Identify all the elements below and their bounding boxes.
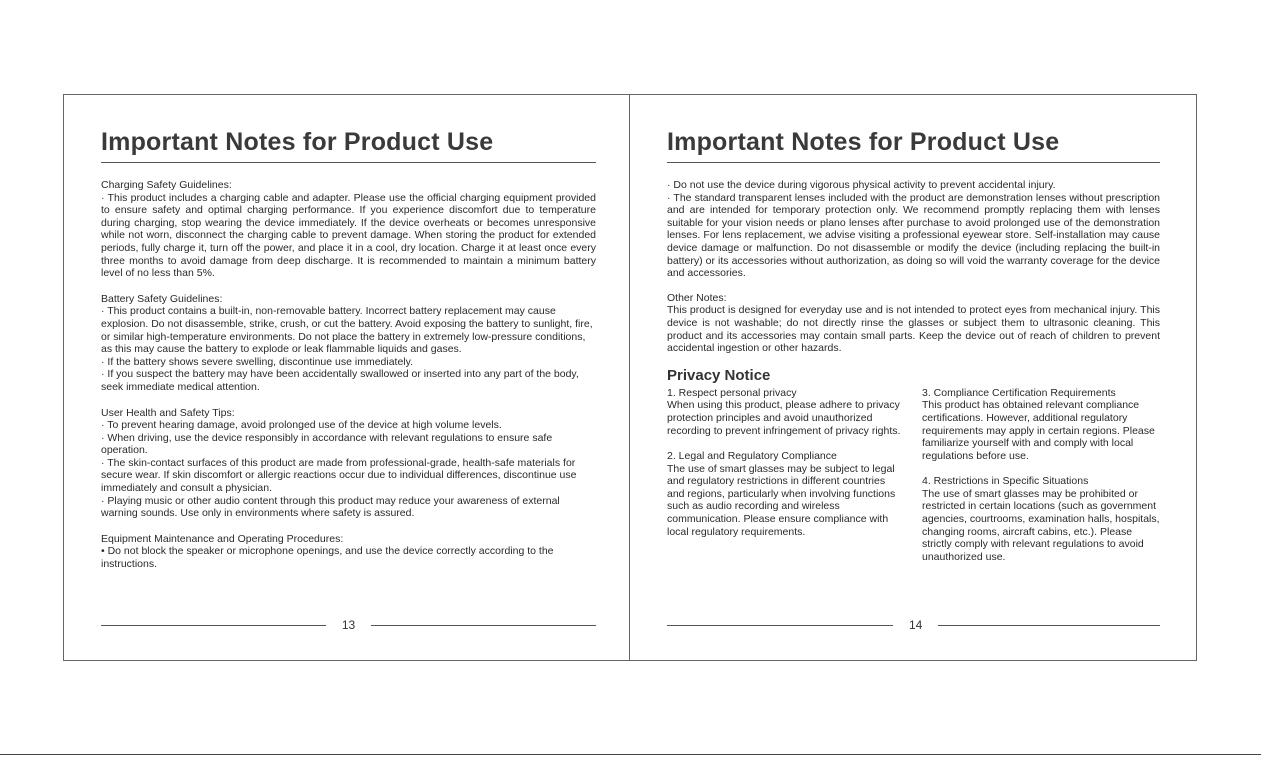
page-footer bbox=[101, 615, 596, 635]
page-body bbox=[667, 179, 1160, 563]
charging-heading: Charging Safety Guidelines: bbox=[101, 179, 232, 191]
battery-item: · If the battery shows severe swelling, discontinue use immediately. bbox=[101, 355, 414, 368]
privacy-section-text: The use of smart glasses may be subject to legal and regulatory restrictions in different countries and regions, particularly when involving functions such as audio recording and wireless communication. Please ensure compliance with local regulatory requirements. bbox=[667, 462, 896, 538]
footer-rule bbox=[101, 625, 326, 626]
note-item: · The standard transparent lenses included with the product are demonstration lenses without prescription and are intended for temporary protection only. We recommend promptly replacing them with lenses suitable for your vision needs or plano lenses after purchase to avoid prolonged use of the demonstration lenses. For lens replacement, we advise visiting a professional eyewear store. Self-installation may cause device damage or malfunction. Do not disassemble or modify the device (including replacing the built-in battery) or its accessories without authorization, as doing so will void the warranty coverage for the device and accessories. bbox=[667, 191, 1160, 280]
page-body bbox=[101, 179, 596, 571]
footer-rule bbox=[667, 625, 893, 626]
privacy-section-heading: 3. Compliance Certification Requirements bbox=[922, 386, 1116, 399]
bottom-divider bbox=[0, 754, 1261, 755]
other-notes-heading: Other Notes: bbox=[667, 291, 727, 304]
privacy-column-left bbox=[667, 387, 905, 564]
health-heading: User Health and Safety Tips: bbox=[101, 406, 235, 419]
page-13 bbox=[64, 95, 630, 660]
privacy-section-text: This product has obtained relevant compliance certifications. However, additional regulatory requirements may apply in certain regions. Please familiarize yourself with and comply with local regulations before use. bbox=[922, 399, 1155, 462]
battery-heading: Battery Safety Guidelines: bbox=[101, 292, 223, 305]
privacy-column-right bbox=[922, 387, 1160, 564]
privacy-section-text: When using this product, please adhere to privacy protection principles and avoid unauthorized recording to prevent infringement of privacy rights. bbox=[667, 399, 901, 437]
privacy-heading: Privacy Notice bbox=[667, 366, 771, 384]
page-title: Important Notes for Product Use bbox=[667, 128, 1060, 156]
note-item: · Do not use the device during vigorous physical activity to prevent accidental injury. bbox=[667, 179, 1056, 191]
page-13-content bbox=[101, 127, 596, 571]
manual-spread bbox=[63, 94, 1197, 661]
privacy-section-heading: 4. Restrictions in Specific Situations bbox=[922, 475, 1089, 488]
footer-rule bbox=[371, 625, 596, 626]
maintenance-text: • Do not block the speaker or microphone openings, and use the device correctly according to the instructions. bbox=[101, 545, 554, 571]
page-14 bbox=[630, 95, 1196, 660]
health-item: · To prevent hearing damage, avoid prolonged use of the device at high volume levels. bbox=[101, 419, 502, 432]
health-item: · When driving, use the device responsibly in accordance with relevant regulations to ensure safe operation. bbox=[101, 431, 553, 457]
title-rule bbox=[667, 162, 1160, 163]
page-title: Important Notes for Product Use bbox=[101, 128, 494, 156]
page-footer bbox=[667, 615, 1160, 635]
page-number: 13 bbox=[341, 618, 356, 632]
health-item: · The skin-contact surfaces of this product are made from professional-grade, health-safe materials for secure wear. If skin discomfort or allergic reactions occur due to individual differences, discontinue use immediately and consult a physician. bbox=[101, 456, 577, 495]
title-rule bbox=[101, 162, 596, 163]
privacy-columns bbox=[667, 387, 1160, 564]
health-item: · Playing music or other audio content through this product may reduce your awareness of external warning sounds. Use only in environments where safety is assured. bbox=[101, 494, 560, 520]
privacy-section-text: The use of smart glasses may be prohibited or restricted in certain locations (such as government agencies, courtrooms, examination halls, hospitals, changing rooms, aircraft cabins, etc.). Please strictly comply with relevant regulations to avoid unauthorized use. bbox=[922, 487, 1160, 563]
maintenance-heading: Equipment Maintenance and Operating Procedures: bbox=[101, 532, 344, 545]
other-notes-text: This product is designed for everyday use and is not intended to protect eyes from mechanical injury. This device is not washable; do not directly rinse the glasses or subject them to ultrasonic cleaning. This product and its accessories may contain small parts. Keep the device out of reach of children to prevent accidental ingestion or other hazards. bbox=[667, 304, 1160, 355]
page-number: 14 bbox=[909, 618, 923, 632]
page-14-content bbox=[667, 127, 1160, 563]
battery-item: · If you suspect the battery may have been accidentally swallowed or inserted into any part of the body, seek immediate medical attention. bbox=[101, 368, 579, 393]
charging-text: · This product includes a charging cable and adapter. Please use the official charging equipment provided to ensure safety and optimal charging performance. If you experience discomfort due to temperature during charging, stop wearing the device immediately. If the device overheats or becomes unresponsive while not worn, disconnect the charging cable to prevent damage. When storing the product for extended periods, fully charge it, turn off the power, and place it in a cool, dry location. Charge it at least once every three months to avoid damage from deep discharge. It is recommended to maintain a minimum battery level of no less than 5%. bbox=[101, 191, 596, 280]
battery-item: · This product contains a built-in, non-removable battery. Incorrect battery replacement may cause explosion. Do not disassemble, strike, crush, or cut the battery. Avoid exposing the battery to sunlight, fire, or similar high-temperature environments. Do not place the battery in extremely low-pressure conditions, as this may cause the battery to explode or leak flammable liquids and gases. bbox=[101, 305, 593, 356]
privacy-section-heading: 2. Legal and Regulatory Compliance bbox=[667, 450, 837, 463]
privacy-section-heading: 1. Respect personal privacy bbox=[667, 386, 797, 399]
footer-rule bbox=[938, 625, 1160, 626]
